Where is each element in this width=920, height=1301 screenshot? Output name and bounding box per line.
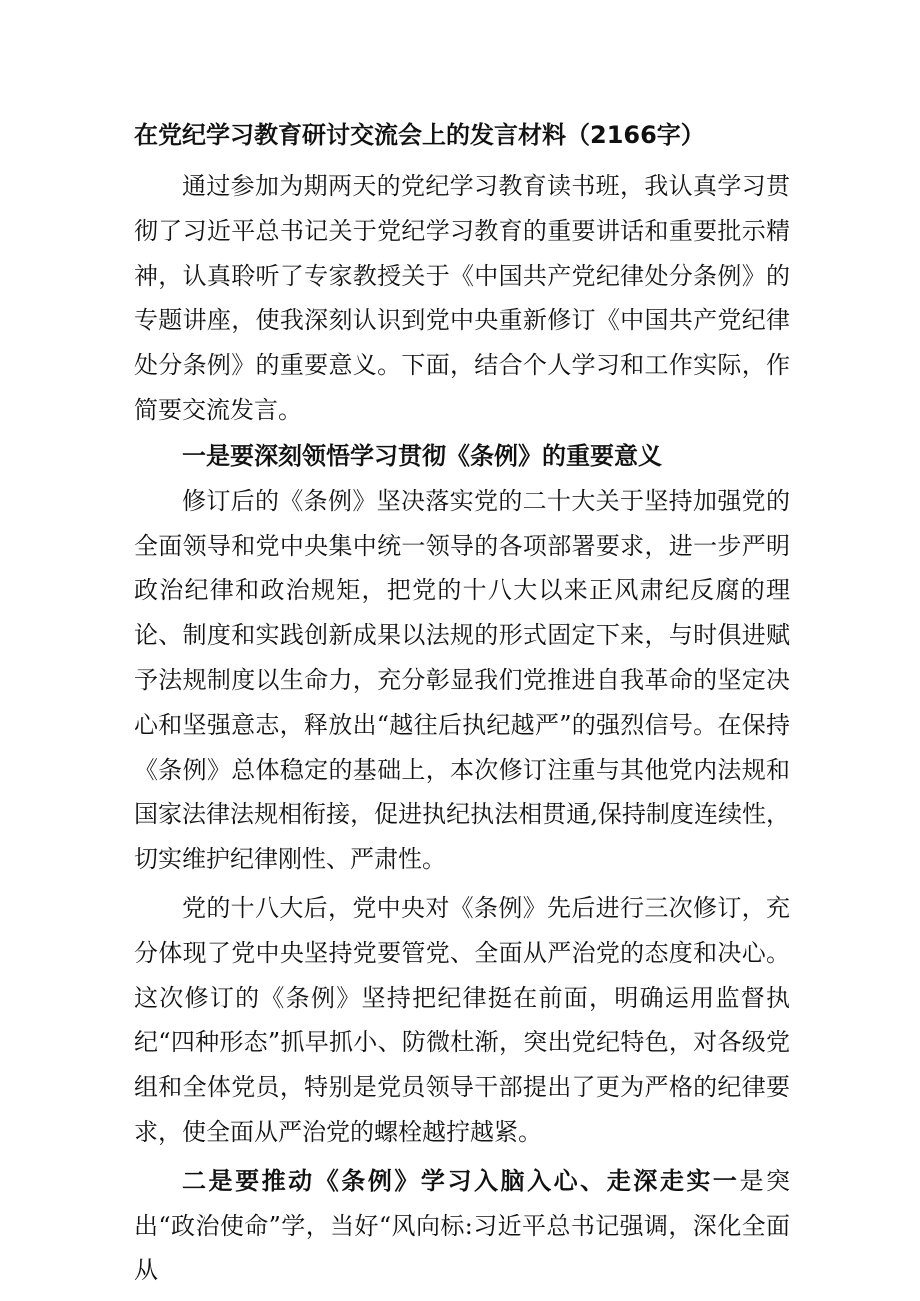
document-body [134,112,790,1293]
section1-paragraph-2: 党的十八大后，党中央对《条例》先后进行三次修订，充分体现了党中央坚持党要管党、全面从严治党的态度和决心。这次修订的《条例》坚持把纪律挺在前面，明确运用监督执纪“四种形态”抓早抓小、防微杜渐，突出党纪特色，对各级党组和全体党员，特别是党员领导干部提出了更为严格的纪律要求，使全面从严治党的螺栓越拧越紧。 [134,893,790,1146]
document-title: 在党纪学习教育研讨交流会上的发言材料（2166字） [134,121,705,149]
section-heading-1: 一是要深刻领悟学习贯彻《条例》的重要意义 [182,441,662,470]
intro-paragraph: 通过参加为期两天的党纪学习教育读书班，我认真学习贯彻了习近平总书记关于党纪学习教育的重要讲话和重要批示精神，认真聆听了专家教授关于《中国共产党纪律处分条例》的专题讲座，使我深刻认识到党中央重新修订《中国共产党纪律处分条例》的重要意义。下面，结合个人学习和工作实际，作简要交流发言。 [134,172,790,424]
section2-paragraph [134,1159,790,1293]
section1-paragraph-1: 修订后的《条例》坚决落实党的二十大关于坚持加强党的全面领导和党中央集中统一领导的各项部署要求，进一步严明政治纪律和政治规矩，把党的十八大以来正风肃纪反腐的理论、制度和实践创新成果以法规的形式固定下来，与时俱进赋予法规制度以生命力，充分彰显我们党推进自我革命的坚定决心和坚强意志，释放出“越往后执纪越严”的强烈信号。在保持《条例》总体稳定的基础上，本次修订注重与其他党内法规和国家法律法规相衔接，促进执纪执法相贯通,保持制度连续性，切实维护纪律刚性、严肃性。 [134,486,790,874]
section-heading-2: 二是要推动《条例》学习入脑入心、走深走实一 [182,1166,740,1195]
section2-text: 是突出“政治使命”学，当好“风向标:习近平总书记强调，深化全面从 [134,1166,790,1285]
